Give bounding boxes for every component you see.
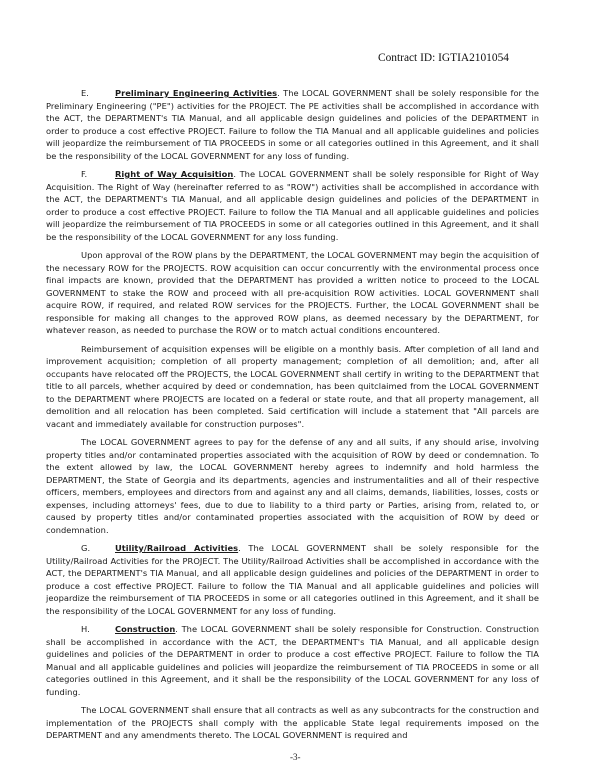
paragraph-defense-indemnify: The LOCAL GOVERNMENT agrees to pay for the defense of any and all suits, if any should arise, involving property titles and/or contaminated properties associated with the acquisition of ROW by deed or condemnation. To the extent allowed by law, the LOCAL GOVERNMENT hereby agrees to indemnify and hold harmless the DEPARTMENT, the State of Georgia and its departments, agencies and instrumentalities and all of their respective officers, members, employees and directors from and against any and all claims, demands, liabilities, losses, costs or expenses, including attorneys' fees, due to due to liability to a third party or Parties, arising from, related to, or caused by property titles and/or contaminated properties associated with the acquisition of ROW by deed or condemnation. [46, 437, 539, 535]
section-heading: Utility/Railroad Activities [115, 543, 239, 553]
section-letter: F. [81, 169, 88, 179]
section-text: . The LOCAL GOVERNMENT shall be solely responsible for the Preliminary Engineering ("PE") activities for the PROJECT. The PE activities shall be accomplished in accordance with the ACT, the DEPARTMENT's TIA Manual, and all applicable design guidelines and policies of the DEPARTMENT in order to produce a cost effective PROJECT. Failure to follow the TIA Manual and all applicable guidelines and policies will jeopardize the reimbursement of TIA PROCEEDS in some or all categories outlined in this Agreement, and it shall be the responsibility of the LOCAL GOVERNMENT for any loss of funding. [46, 88, 539, 161]
paragraph-contracts-compliance: The LOCAL GOVERNMENT shall ensure that all contracts as well as any subcontracts for the construction and implementation of the PROJECTS shall comply with the applicable State legal requirements imposed on the DEPARTMENT and any amendments thereto. The LOCAL GOVERNMENT is required and [46, 705, 539, 740]
section-letter: G. [81, 543, 91, 553]
section-g-utility-railroad [46, 542, 539, 617]
document-body [46, 87, 539, 748]
section-heading: Right of Way Acquisition [115, 169, 234, 179]
section-text: . The LOCAL GOVERNMENT shall be solely responsible for the Utility/Railroad Activities for the PROJECT. The Utility/Railroad Activities shall be accomplished in accordance with the ACT, the DEPARTMENT's TIA Manual, and all applicable design guidelines and policies of the DEPARTMENT in order to produce a cost effective PROJECT. Failure to follow the TIA Manual and all applicable guidelines and policies will jeopardize the reimbursement of TIA PROCEEDS in some or all categories outlined in this Agreement, and it shall be the responsibility of the LOCAL GOVERNMENT for any loss of funding. [46, 543, 539, 616]
section-text: . The LOCAL GOVERNMENT shall be solely responsible for Right of Way Acquisition. The Right of Way (hereinafter referred to as "ROW") activities shall be accomplished in accordance with the ACT, the DEPARTMENT's TIA Manual, and all applicable design guidelines and policies of the DEPARTMENT in order to produce a cost effective PROJECT. Failure to follow the TIA Manual and all applicable guidelines and policies will jeopardize the reimbursement of TIA PROCEEDS in some or all categories outlined in this Agreement, and it shall be the responsibility of the LOCAL GOVERNMENT for any loss funding. [46, 169, 539, 242]
paragraph-reimbursement: Reimbursement of acquisition expenses will be eligible on a monthly basis. After completion of all land and improvement acquisition; completion of all property management; completion of all demolition; and, after all occupants have relocated off the PROJECTS, the LOCAL GOVERNMENT shall certify in writing to the DEPARTMENT that title to all parcels, whether acquired by deed or condemnation, has been quitclaimed from the LOCAL GOVERNMENT to the DEPARTMENT where PROJECTS are located on a federal or state route, and that all property management, all demolition and all relocation has been completed. Said certification will include a statement that "All parcels are vacant and immediately available for construction purposes". [46, 343, 539, 429]
contract-id: Contract ID: IGTIA2101054 [378, 52, 509, 64]
section-heading: Construction [115, 624, 176, 634]
section-letter: E. [81, 88, 89, 98]
section-e-preliminary-engineering [46, 87, 539, 162]
page-number: -3- [290, 752, 301, 762]
section-heading: Preliminary Engineering Activities [115, 88, 278, 98]
section-text: . The LOCAL GOVERNMENT shall be solely responsible for Construction. Construction shall be accomplished in accordance with the ACT, the DEPARTMENT's TIA Manual, and all applicable design guidelines and policies of the DEPARTMENT in order to produce a cost effective PROJECT. Failure to follow the TIA Manual and all applicable guidelines and policies will jeopardize the reimbursement of TIA PROCEEDS in some or all categories outlined in this Agreement, and it shall be the responsibility of the LOCAL GOVERNMENT for any loss of funding. [46, 624, 539, 697]
section-h-construction [46, 623, 539, 698]
section-f-right-of-way [46, 168, 539, 243]
paragraph-row-approval: Upon approval of the ROW plans by the DEPARTMENT, the LOCAL GOVERNMENT may begin the acquisition of the necessary ROW for the PROJECTS. ROW acquisition can occur concurrently with the environmental process once final impacts are known, provided that the DEPARTMENT has provided a written notice to proceed to the LOCAL GOVERNMENT to stake the ROW and proceed with all pre-acquisition ROW activities. LOCAL GOVERNMENT shall acquire ROW, if required, and related ROW services for the PROJECTS. Further, the LOCAL GOVERNMENT shall be responsible for making all changes to the approved ROW plans, as deemed necessary by the DEPARTMENT, for whatever reason, as needed to purchase the ROW or to match actual conditions encountered. [46, 250, 539, 335]
section-letter: H. [81, 624, 90, 634]
